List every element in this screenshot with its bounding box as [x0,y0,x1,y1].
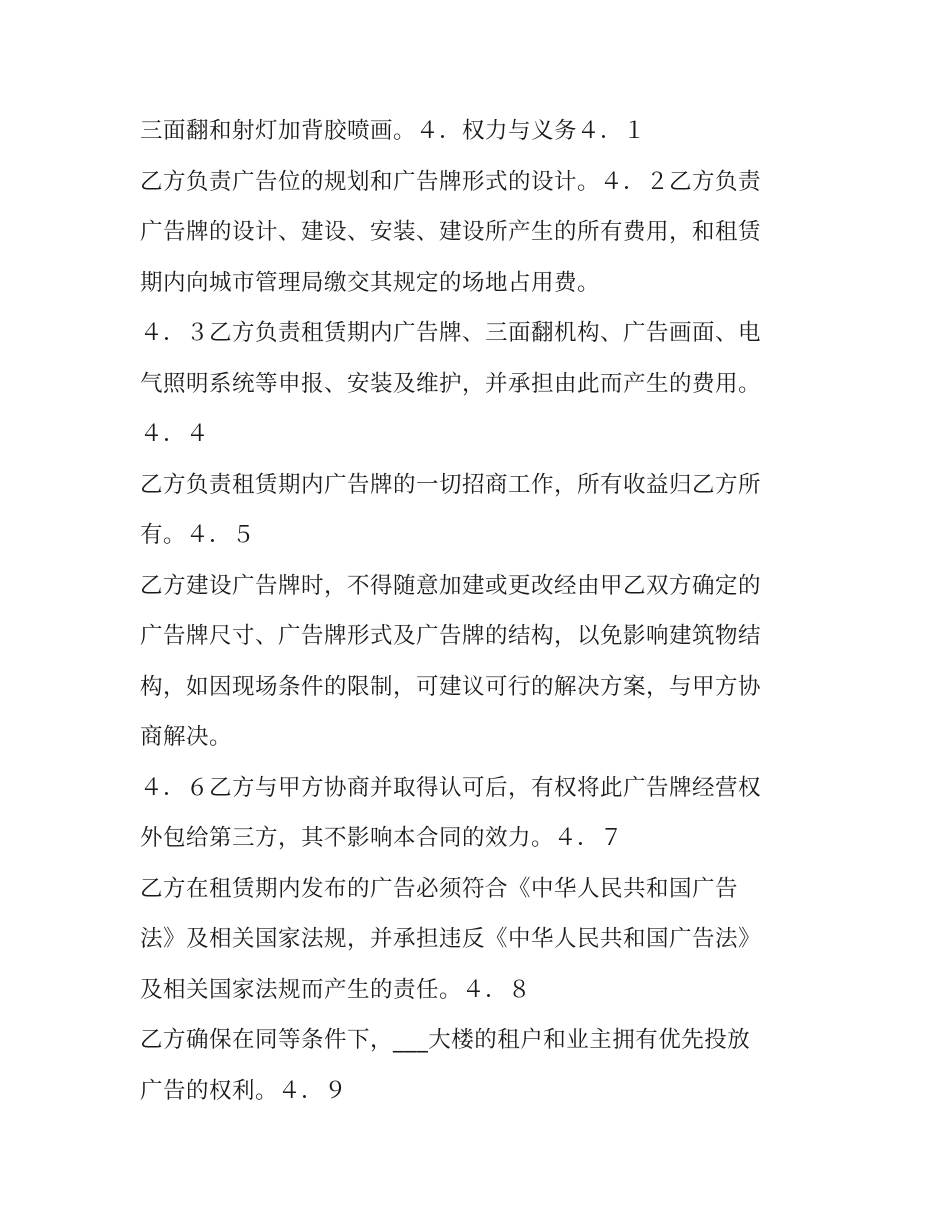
text-line: 有。４．５ [140,522,256,548]
text-line: 广告的权利。４．９ [140,1077,348,1104]
text-line: 乙方负责广告位的规划和广告牌形式的设计。４．２乙方负责 [140,168,762,195]
text-line: ４．３乙方负责租赁期内广告牌、三面翻机构、广告画面、电 [140,320,762,346]
text-line: 三面翻和射灯加背胶喷画。４．权力与义务４．１ [140,118,647,144]
text-line: 广告牌尺寸、广告牌形式及广告牌的结构，以免影响建筑物结 [140,623,762,649]
document-body [140,106,830,1116]
text-line: 乙方建设广告牌时，不得随意加建或更改经由甲乙双方确定的 [140,572,762,599]
text-line: 构，如因现场条件的限制，可建议可行的解决方案，与甲方协 [140,673,762,700]
text-line: 乙方确保在同等条件下，___大楼的租户和业主拥有优先投放 [140,1027,751,1053]
text-line: ４．６乙方与甲方协商并取得认可后，有权将此广告牌经营权 [140,774,762,801]
text-line: ４．４ [140,421,210,447]
text-line: 商解决。 [140,724,233,750]
text-line: 气照明系统等申报、安装及维护，并承担由此而产生的费用。 [140,370,762,397]
text-line: 外包给第三方，其不影响本合同的效力。４．７ [140,825,624,851]
text-line: 广告牌的设计、建设、安装、建设所产生的所有费用，和租赁 [140,219,762,245]
text-line: 期内向城市管理局缴交其规定的场地占用费。 [140,269,601,296]
text-line: 乙方在租赁期内发布的广告必须符合《中华人民共和国广告 [140,875,739,902]
text-line: 乙方负责租赁期内广告牌的一切招商工作，所有收益归乙方所 [140,471,762,498]
text-line: 法》及相关国家法规，并承担违反《中华人民共和国广告法》 [140,926,762,952]
text-line: 及相关国家法规而产生的责任。４．８ [140,976,532,1003]
